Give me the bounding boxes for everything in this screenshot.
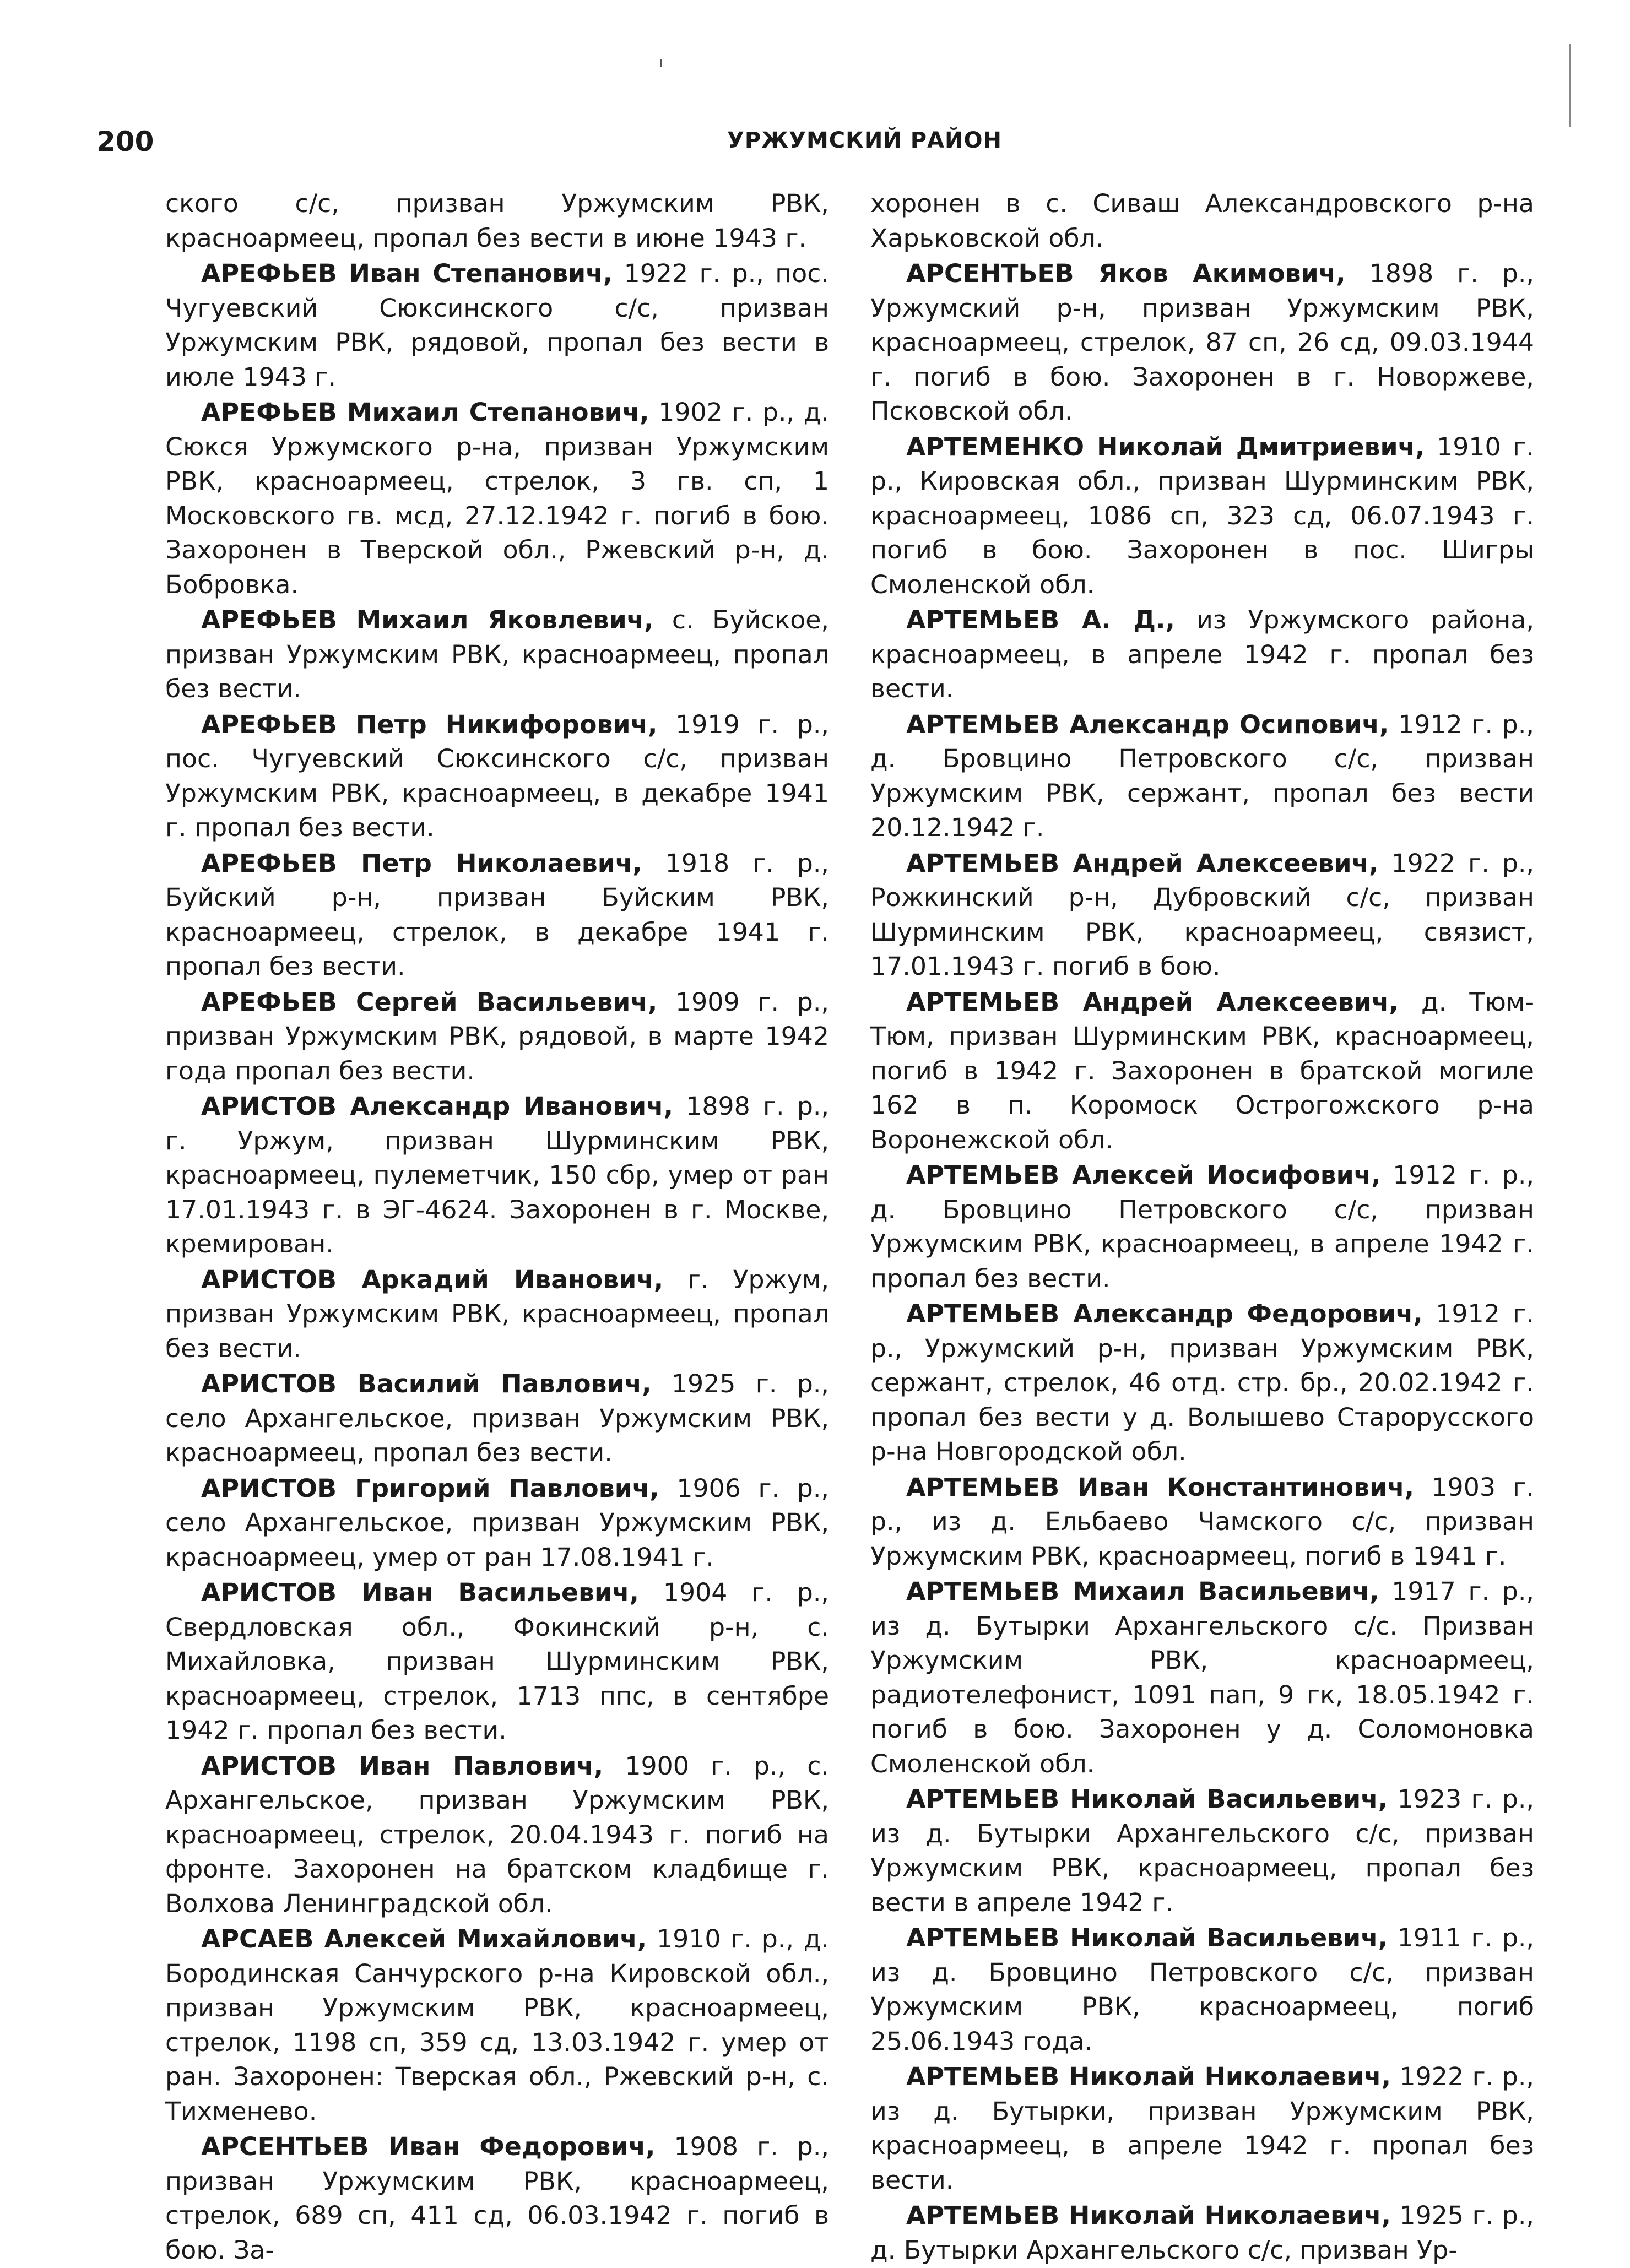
entry (870, 1574, 1534, 1781)
entry (165, 256, 829, 394)
entry (870, 1920, 1534, 2058)
entry-text: 1922 г. р., из д. Бутырки, призван Уржумским РВК, красноармеец, в апреле 1942 г. пропал без вести. (870, 2061, 1534, 2195)
entry-text: 1902 г. р., д. Сюкся Уржумского р-на, призван Уржумским РВК, красноармеец, стрелок, 3 гв. сп, 1 Московского гв. мсд, 27.12.1942 г. погиб в бою. Захоронен в Тверской обл., Ржевский р-н, д. Бобровка. (165, 397, 829, 599)
entry-name: АРЕФЬЕВ Сергей Васильевич, (201, 986, 658, 1017)
entry-name: АРЕФЬЕВ Петр Николаевич, (201, 848, 642, 878)
entry-name: АРСАЕВ Алексей Михайлович, (201, 1924, 647, 1954)
entry-text: 1923 г. р., из д. Бутырки Архангельского с/с, призван Уржумским РВК, красноармеец, пропал без вести в апреле 1942 г. (870, 1784, 1535, 1917)
entry-name: АРЕФЬЕВ Иван Степанович, (201, 258, 613, 288)
entry-text: 1911 г. р., из д. Бровцино Петровского с/с, призван Уржумским РВК, красноармеец, погиб 25.06.1943 года. (870, 1923, 1535, 2056)
entry (165, 1575, 829, 1748)
entry-text: 1910 г. р., д. Бородинская Санчурского р-на Кировской обл., призван Уржумским РВК, красноармеец, стрелок, 1198 сп, 359 сд, 13.03.1942 г. умер от ран. Захоронен: Тверская обл., Ржевский р-н, с. Тихменево. (165, 1924, 829, 2126)
entry (165, 186, 829, 255)
entry-name: АРТЕМЬЕВ Николай Васильевич, (906, 1784, 1388, 1814)
entry-text: 1912 г. р., д. Бровцино Петровского с/с, призван Уржумским РВК, красноармеец, в апреле 1942 г. пропал без вести. (870, 1160, 1535, 1293)
entry (870, 2059, 1534, 2197)
entry-name: АРСЕНТЬЕВ Яков Акимович, (906, 258, 1346, 288)
entry-name: АРЕФЬЕВ Петр Никифорович, (201, 709, 658, 739)
entry (870, 1470, 1534, 1574)
entry (870, 186, 1534, 255)
entry-text: 1922 г. р., пос. Чугуевский Сюксинского с/с, призван Уржумским РВК, рядовой, пропал без вести в июле 1943 г. (165, 258, 829, 392)
entry-name: АРТЕМЬЕВ Михаил Васильевич, (906, 1576, 1379, 1606)
entry-text: 1919 г. р., пос. Чугуевский Сюксинского с/с, призван Уржумским РВК, красноармеец, в декабре 1941 г. пропал без вести. (165, 709, 829, 842)
entry (870, 2198, 1534, 2267)
entry (165, 846, 829, 984)
right-column (870, 186, 1534, 2268)
entry-text: 1898 г. р., г. Уржум, призван Шурминским РВК, красноармеец, пулеметчик, 150 сбр, умер от ран 17.01.1943 г. в ЭГ-4624. Захоронен в г. Москве, кремирован. (165, 1091, 829, 1258)
entry-text: 1925 г. р., д. Бутырки Архангельского с/с, призван Ур- (870, 2200, 1534, 2265)
entry-text: с. Буйское, призван Уржумским РВК, красноармеец, пропал без вести. (165, 605, 829, 703)
entry-name: АРСЕНТЬЕВ Иван Федорович, (201, 2131, 656, 2161)
entry (870, 430, 1534, 602)
entry-name: АРТЕМЬЕВ Алексей Иосифович, (906, 1160, 1381, 1190)
entry-text: 1898 г. р., Уржумский р-н, призван Уржумским РВК, красноармеец, стрелок, 87 сп, 26 сд, 09.03.1944 г. погиб в бою. Захоронен в г. Новоржеве, Псковской обл. (870, 258, 1534, 426)
entry-name: АРИСТОВ Иван Васильевич, (201, 1577, 639, 1607)
entry-name: АРТЕМЬЕВ Александр Осипович, (906, 709, 1389, 739)
entry-name: АРТЕМЬЕВ Николай Николаевич, (906, 2200, 1391, 2230)
entry (870, 1782, 1534, 1919)
margin-mark-top (660, 59, 662, 67)
entry (165, 1471, 829, 1575)
entry-name: АРТЕМЬЕВ Андрей Алексеевич, (906, 848, 1379, 878)
entry-text: 1922 г. р., Рожкинский р-н, Дубровский с/с, призван Шурминским РВК, красноармеец, связист, 17.01.1943 г. погиб в бою. (870, 848, 1535, 981)
entry (165, 707, 829, 845)
entry-name: АРТЕМЬЕВ Николай Васильевич, (906, 1923, 1388, 1952)
entry-text: 1918 г. р., Буйский р-н, призван Буйским РВК, красноармеец, стрелок, в декабре 1941 г. пропал без вести. (165, 848, 829, 981)
entry (165, 1922, 829, 2128)
entry (870, 985, 1534, 1157)
entry-text: из Уржумского района, красноармеец, в апреле 1942 г. пропал без вести. (870, 605, 1534, 703)
entry-text: 1912 г. р., д. Бровцино Петровского с/с, призван Уржумским РВК, сержант, пропал без вести 20.12.1942 г. (870, 709, 1534, 842)
page-number: 200 (96, 126, 154, 158)
entry (165, 2129, 829, 2267)
entry-name: АРТЕМЬЕВ Иван Константинович, (906, 1472, 1415, 1502)
entry (870, 846, 1534, 984)
left-column (165, 186, 829, 2268)
entry-name: АРТЕМЬЕВ А. Д., (906, 605, 1175, 634)
entry (165, 1089, 829, 1261)
entry-text: 1925 г. р., село Архангельское, призван Уржумским РВК, красноармеец, пропал без вести. (165, 1369, 829, 1467)
entry-text: г. Уржум, призван Уржумским РВК, красноармеец, пропал без вести. (165, 1264, 829, 1363)
entry-name: АРИСТОВ Александр Иванович, (201, 1091, 674, 1121)
entry-text: 1909 г. р., призван Уржумским РВК, рядовой, в марте 1942 года пропал без вести. (165, 986, 829, 1086)
entry-name: АРИСТОВ Григорий Павлович, (201, 1473, 659, 1503)
entry-name: АРТЕМЕНКО Николай Дмитриевич, (906, 431, 1425, 462)
entry (165, 603, 829, 706)
entry-name: АРИСТОВ Иван Павлович, (201, 1750, 604, 1781)
entry-name: АРТЕМЬЕВ Николай Николаевич, (906, 2061, 1391, 2091)
entry-name: АРЕФЬЕВ Михаил Степанович, (201, 397, 649, 427)
entry (165, 1366, 829, 1470)
entry (870, 707, 1534, 845)
entry (870, 256, 1534, 428)
entry-text: ского с/с, призван Уржумским РВК, красноармеец, пропал без вести в июне 1943 г. (165, 188, 829, 253)
margin-mark-right (1569, 44, 1571, 127)
entry-text: 1900 г. р., с. Архангельское, призван Уржумским РВК, красноармеец, стрелок, 20.04.1943 г. погиб на фронте. Захоронен на братском кладбище г. Волхова Ленинградской обл. (165, 1750, 829, 1918)
entry-text: 1904 г. р., Свердловская обл., Фокинский р-н, с. Михайловка, призван Шурминским РВК, красноармеец, стрелок, 1713 ппс, в сентябре 1942 г. пропал без вести. (165, 1577, 829, 1745)
entry-text: 1906 г. р., село Архангельское, призван Уржумским РВК, красноармеец, умер от ран 17.08.1941 г. (165, 1473, 829, 1572)
entry-text: д. Тюм-Тюм, призван Шурминским РВК, красноармеец, погиб в 1942 г. Захоронен в братской могиле 162 в п. Коромоск Острогожского р-на Воронежской обл. (870, 986, 1534, 1154)
entry (870, 603, 1534, 706)
entry (165, 395, 829, 601)
entry-name: АРИСТОВ Аркадий Иванович, (201, 1264, 664, 1294)
entry-text: 1910 г. р., Кировская обл., призван Шурминским РВК, красноармеец, 1086 сп, 323 сд, 06.07.1943 г. погиб в бою. Захоронен в пос. Шигры Смоленской обл. (870, 431, 1534, 599)
running-head: УРЖУМСКИЙ РАЙОН (727, 128, 1002, 153)
entry (165, 985, 829, 1088)
entry (870, 1158, 1534, 1295)
entry (870, 1296, 1534, 1469)
entry-name: АРТЕМЬЕВ Андрей Алексеевич, (906, 986, 1399, 1017)
entry-name: АРЕФЬЕВ Михаил Яковлевич, (201, 605, 654, 634)
entry (165, 1262, 829, 1366)
entry (165, 1749, 829, 1921)
entry-name: АРИСТОВ Василий Павлович, (201, 1369, 652, 1398)
entry-text: 1908 г. р., призван Уржумским РВК, красноармеец, стрелок, 689 сп, 411 сд, 06.03.1942 г. погиб в бою. За- (165, 2131, 829, 2265)
entry-text: 1912 г. р., Уржумский р-н, призван Уржумским РВК, сержант, стрелок, 46 отд. стр. бр., 20.02.1942 г. пропал без вести у д. Волышево Старорусского р-на Новгородской обл. (870, 1299, 1534, 1466)
entry-name: АРТЕМЬЕВ Александр Федорович, (906, 1299, 1423, 1328)
entry-text: 1917 г. р., из д. Бутырки Архангельского с/с. Призван Уржумским РВК, красноармеец, радиотелефонист, 1091 пап, 9 гк, 18.05.1942 г. погиб в бою. Захоронен у д. Соломоновка Смоленской обл. (870, 1576, 1534, 1778)
entry-text: 1903 г. р., из д. Ельбаево Чамского с/с, призван Уржумским РВК, красноармеец, погиб в 1941 г. (870, 1472, 1534, 1571)
entry-text: хоронен в с. Сиваш Александровского р-на Харьковской обл. (870, 188, 1534, 253)
